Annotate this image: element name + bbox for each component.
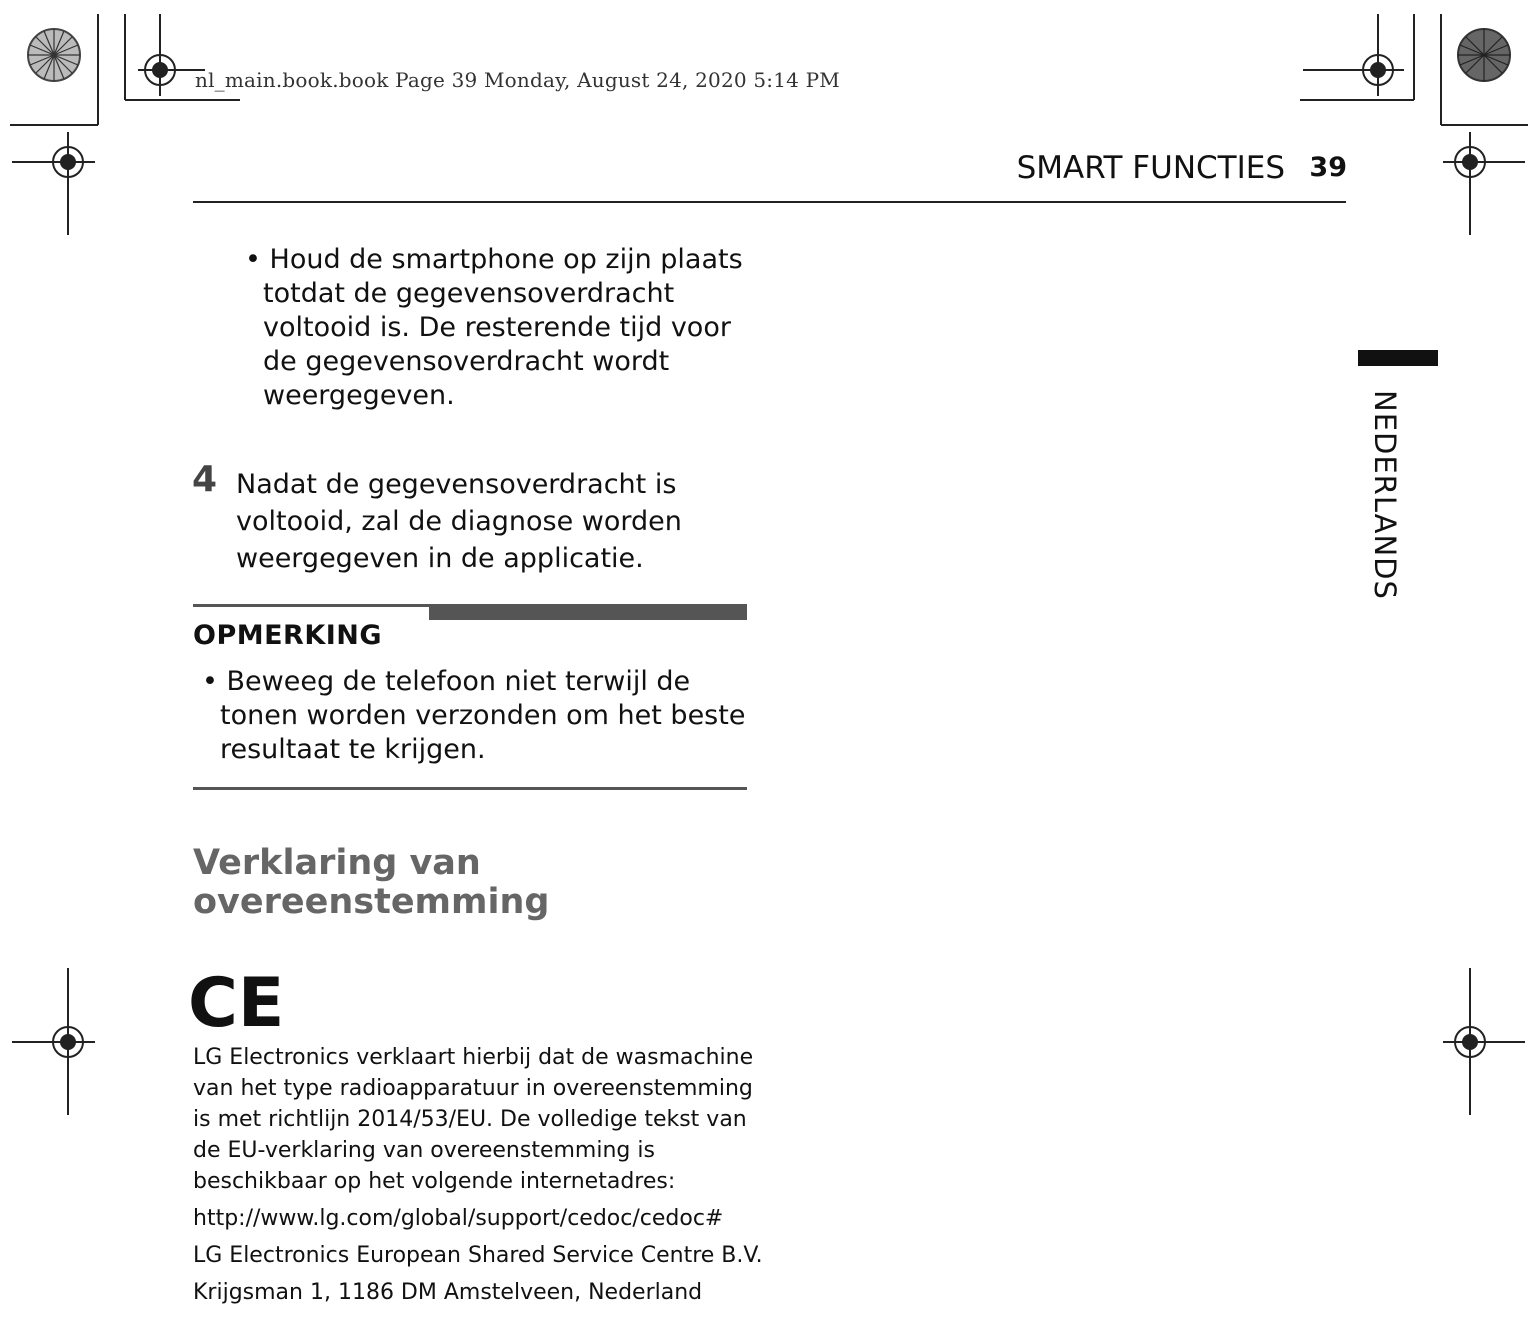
note-bullet-item: • Beweeg de telefoon niet terwijl de tonen worden verzonden om het beste resultaat te krijgen. (202, 666, 746, 765)
side-tab-language: NEDERLANDS (1368, 390, 1402, 600)
side-tab-bar (1358, 350, 1438, 366)
declaration-body: LG Electronics verklaart hierbij dat de wasmachine van het type radioapparatuur in overeenstemming is met richtlijn 2014/53/EU. De volledige tekst van de EU-verklaring van overeenstemming is beschikbaar op het volgende internetadres: (193, 1045, 754, 1194)
ce-mark-icon (188, 964, 285, 1043)
note-heading: OPMERKING (193, 620, 383, 651)
page-number: 39 (1309, 152, 1347, 183)
ce-mark-text: CE (188, 964, 285, 1043)
step-text: Nadat de gegevensoverdracht is voltooid, zal de diagnose worden weergegeven in de applicatie. (236, 469, 682, 574)
section-header-title: SMART FUNCTIES (1016, 150, 1285, 186)
company-name: LG Electronics European Shared Service Centre B.V. (193, 1243, 763, 1268)
registration-target-icon (1303, 14, 1404, 96)
starburst-target-icon (1458, 29, 1510, 81)
registration-target-icon (1443, 968, 1525, 1115)
note-bullet-text: Beweeg de telefoon niet terwijl de tonen worden verzonden om het beste resultaat te krijgen. (220, 666, 746, 765)
bullet-item: • Houd de smartphone op zijn plaats totdat de gegevensoverdracht voltooid is. De resterende tijd voor de gegevensoverdracht wordt weergegeven. (245, 244, 743, 411)
bullet-text: Houd de smartphone op zijn plaats totdat de gegevensoverdracht voltooid is. De resterende tijd voor de gegevensoverdracht wordt weergegeven. (263, 244, 743, 411)
note-top-rule (193, 604, 429, 607)
starburst-target-icon (28, 29, 80, 81)
note-top-bar (429, 604, 747, 620)
declaration-url: http://www.lg.com/global/support/cedoc/cedoc# (193, 1206, 724, 1231)
header-rule (193, 201, 1346, 203)
step-number: 4 (192, 459, 218, 500)
registration-target-icon (1443, 132, 1525, 235)
company-address: Krijgsman 1, 1186 DM Amstelveen, Nederland (193, 1280, 703, 1305)
registration-target-icon (12, 132, 95, 235)
section-heading: Verklaring van overeenstemming (193, 843, 550, 922)
print-info-slug: nl_main.book.book Page 39 Monday, August 24, 2020 5:14 PM (195, 68, 840, 92)
registration-target-icon (12, 968, 95, 1115)
note-bottom-rule (193, 787, 747, 790)
